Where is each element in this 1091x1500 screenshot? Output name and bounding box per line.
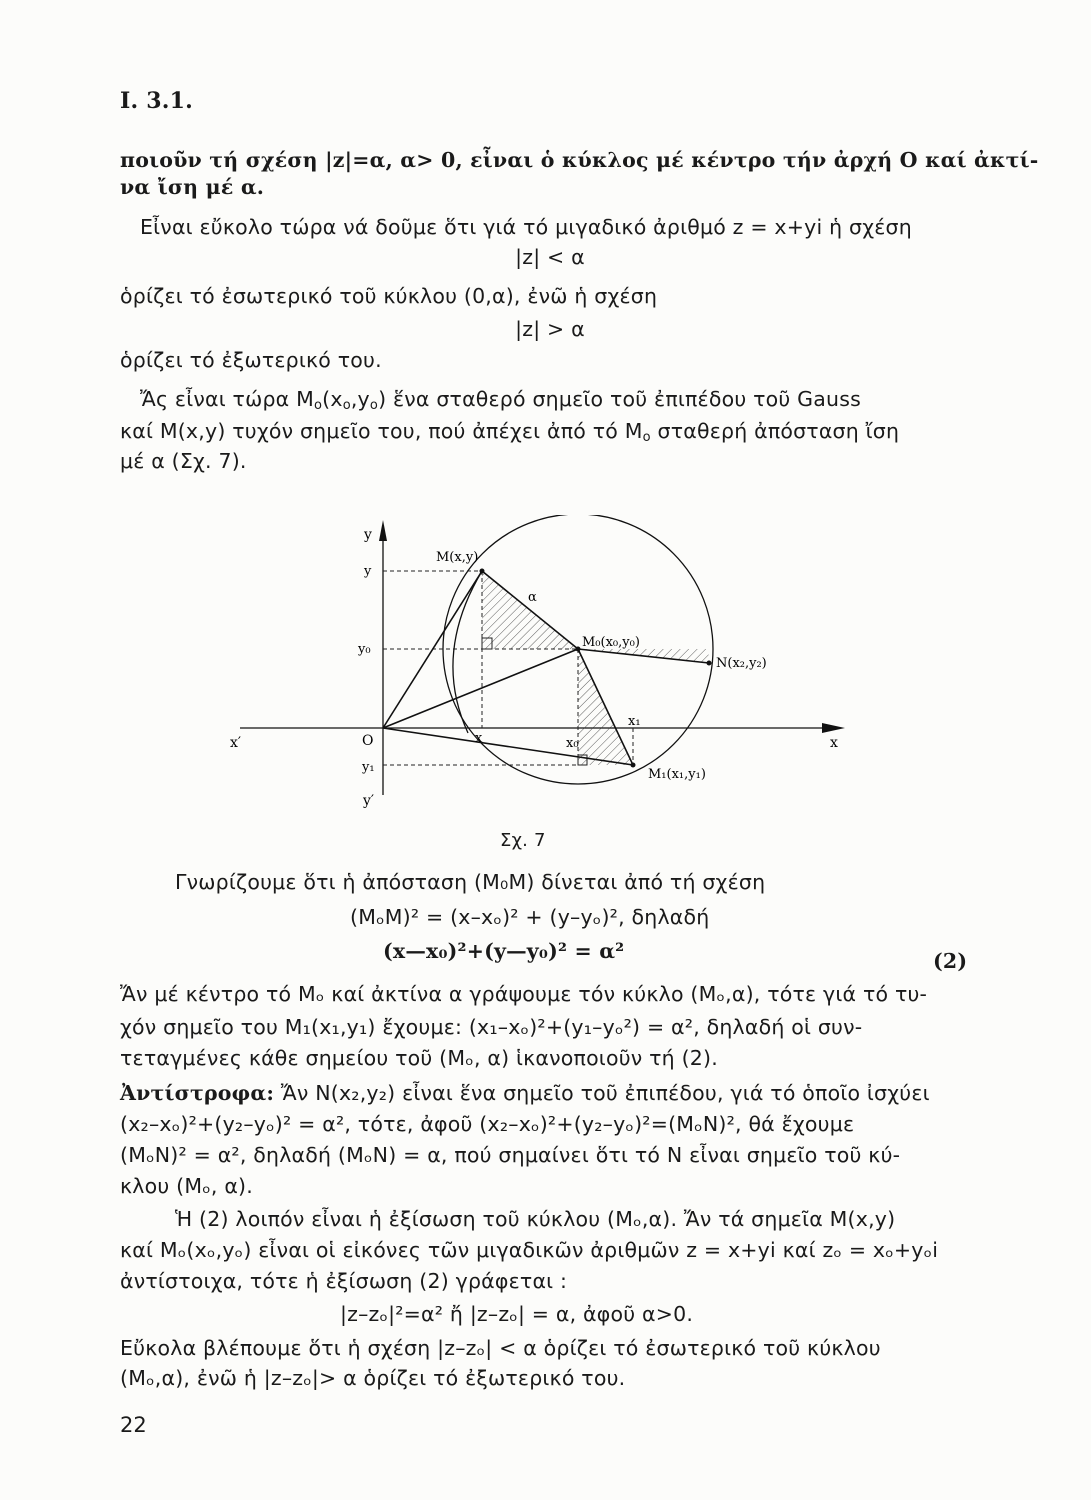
equation-complex: |z–zₒ|²=α² ἤ |z–zₒ| = α, ἀφοῦ α>0. — [340, 1302, 694, 1326]
paragraph-line: καί Mₒ(xₒ,yₒ) εἶναι οἱ εἰκόνες τῶν μιγαδικῶν ἀριθμῶν z = x+yi καί zₒ = xₒ+yₒi — [120, 1238, 939, 1262]
x-tick-label: x — [475, 731, 483, 746]
paragraph-line: Ἡ (2) λοιπόν εἶναι ἡ ἐξίσωση τοῦ κύκλου (Mₒ,α). Ἄν τά σημεῖα M(x,y) — [175, 1207, 896, 1231]
y1-tick-label: y₁ — [362, 760, 375, 775]
point-M1-label: M₁(x₁,y₁) — [648, 767, 706, 782]
paragraph-line: μέ α (Σχ. 7). — [120, 449, 247, 473]
equation-inside: |z| < α — [515, 245, 585, 269]
point-M-label: M(x,y) — [436, 550, 479, 565]
paragraph-line: (Mₒ,α), ἐνῶ ἡ |z–zₒ|> α ὁρίζει τό ἐξωτερικό του. — [120, 1366, 626, 1390]
paragraph-line: Ἄς εἶναι τώρα $M_o(x_o,y_o)$ ἕνα σταθερό σημεῖο τοῦ ἐπιπέδου τοῦ Gauss — [140, 387, 861, 413]
x1-tick-label: x₁ — [628, 714, 641, 729]
x-axis-label: x — [830, 735, 838, 751]
figure-caption: Σχ. 7 — [500, 830, 546, 851]
paragraph-line: τεταγμένες κάθε σημείου τοῦ (Mₒ, α) ἱκανοποιοῦν τή (2). — [120, 1046, 718, 1070]
y-axis-arrow — [379, 520, 387, 541]
paragraph-line: Εἶναι εὔκολο τώρα νά δοῦμε ὅτι γιά τό μιγαδικό ἀριθμό z = x+yi ἡ σχέση — [140, 215, 912, 239]
equation-circle: (x—x₀)²+(y—y₀)² = α² — [383, 939, 625, 963]
equation-outside: |z| > α — [515, 317, 585, 341]
paragraph-line: Εὔκολα βλέπουμε ὅτι ἡ σχέση |z–zₒ| < α ὁρίζει τό ἐσωτερικό τοῦ κύκλου — [120, 1336, 881, 1360]
section-header: I. 3.1. — [120, 88, 193, 114]
circle-figure — [220, 515, 860, 815]
origin-label: O — [362, 733, 374, 749]
x-axis-neg-label: x′ — [230, 735, 242, 751]
radius-label: α — [528, 590, 537, 605]
equation-number: (2) — [933, 949, 968, 973]
paragraph-line: κλου (Mₒ, α). — [120, 1174, 253, 1198]
y0-tick-label: y₀ — [358, 642, 371, 657]
page-number: 22 — [120, 1413, 147, 1437]
paragraph-line: ποιοῦν τή σχέση |z|=α, α> 0, εἶναι ὁ κύκλος μέ κέντρο τήν ἀρχή O καί ἀκτί- — [120, 148, 1039, 172]
paragraph-line: να ἴση μέ α. — [120, 175, 265, 199]
paragraph-line: καί M(x,y) τυχόν σημεῖο του, πού ἀπέχει ἀπό τό $M_o$ σταθερή ἀπόσταση ἴση — [120, 419, 900, 445]
y-tick-label: y — [364, 564, 372, 579]
y-axis-neg-label: y′ — [363, 793, 375, 809]
converse-label: Ἀντίστροφα: — [120, 1081, 275, 1105]
paragraph-line: ἀντίστοιχα, τότε ἡ ἐξίσωση (2) γράφεται : — [120, 1269, 568, 1293]
segment-OM0 — [383, 649, 578, 728]
point-N-label: N(x₂,y₂) — [716, 656, 767, 671]
y-axis-label: y — [364, 527, 372, 543]
x-axis-arrow — [822, 723, 845, 733]
equation-distance: (MₒM)² = (x–xₒ)² + (y–yₒ)², δηλαδή — [350, 905, 710, 929]
paragraph-line: (MₒN)² = α², δηλαδή (MₒN) = α, πού σημαίνει ὅτι τό N εἶναι σημεῖο τοῦ κύ- — [120, 1143, 901, 1167]
paragraph-line: Ἀντίστροφα: Ἄν N(x₂,y₂) εἶναι ἕνα σημεῖο τοῦ ἐπιπέδου, γιά τό ὁποῖο ἰσχύει — [120, 1081, 930, 1105]
x0-tick-label: x₀ — [566, 736, 579, 751]
paragraph-line: χόν σημεῖο του M₁(x₁,y₁) ἔχουμε: (x₁–xₒ)²+(y₁–yₒ²) = α², δηλαδή οἱ συν- — [120, 1015, 863, 1039]
paragraph-line: (x₂–xₒ)²+(y₂–yₒ)² = α², τότε, ἀφοῦ (x₂–xₒ)²+(y₂–yₒ)²=(MₒN)², θά ἔχουμε — [120, 1112, 855, 1136]
paragraph-line: Γνωρίζουμε ὅτι ἡ ἀπόσταση (M₀M) δίνεται ἀπό τή σχέση — [175, 870, 766, 894]
paragraph-line: Ἄν μέ κέντρο τό Mₒ καί ἀκτίνα α γράψουμε τόν κύκλο (Mₒ,α), τότε γιά τό τυ- — [120, 982, 928, 1006]
point-M0-label: M₀(x₀,y₀) — [582, 635, 640, 650]
paragraph-line: ὁρίζει τό ἐξωτερικό του. — [120, 348, 382, 372]
paragraph-line: ὁρίζει τό ἐσωτερικό τοῦ κύκλου (0,α), ἐνῶ ἡ σχέση — [120, 284, 658, 308]
